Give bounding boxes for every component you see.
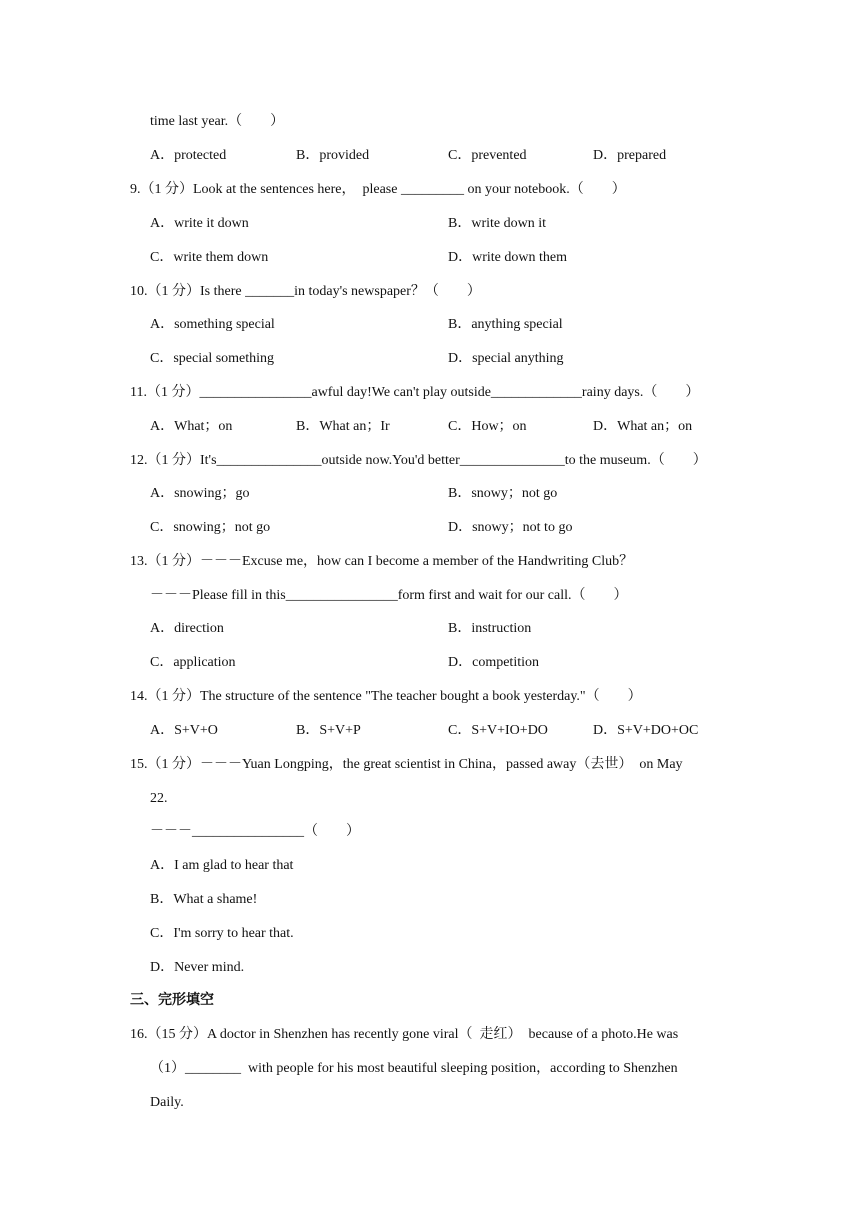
q11-option-a: A．What；on: [150, 419, 233, 434]
q15-option-d: D．Never mind.: [150, 960, 245, 975]
q14-stem: 14.（1 分）The structure of the sentence "The teacher bought a book yesterday."（ ）: [130, 689, 642, 704]
q8-stem-tail: time last year.（ ）: [150, 114, 285, 129]
q13-option-b: B．instruction: [448, 621, 532, 636]
q13-stem: 13.（1 分）－－－Excuse me，how can I become a member of the Handwriting Club？: [130, 554, 634, 569]
q15-stem-line2: 22.: [150, 791, 168, 806]
q9-option-b: B．write down it: [448, 216, 546, 231]
q16-stem-line3: Daily.: [150, 1095, 184, 1110]
q12-option-b: B．snowy；not go: [448, 486, 558, 501]
q16-stem-line1: 16.（15 分）A doctor in Shenzhen has recently gone viral（ 走红） because of a photo.He was: [130, 1027, 679, 1042]
q12-option-d: D．snowy；not to go: [448, 520, 573, 535]
q13-option-d: D．competition: [448, 655, 539, 670]
q16-stem-line2: （1）________ with people for his most beautiful sleeping position，according to Shenzhen: [150, 1061, 678, 1076]
q11-option-b: B．What an；Ir: [296, 419, 390, 434]
q13-stem-line2: －－－Please fill in this________________form first and wait for our call.（ ）: [150, 588, 628, 603]
q11-stem: 11.（1 分）________________awful day!We can't play outside_____________rainy days.（ ）: [130, 385, 700, 400]
q12-option-a: A．snowing；go: [150, 486, 250, 501]
q11-option-d: D．What an；on: [593, 419, 693, 434]
q8-option-b: B．provided: [296, 148, 370, 163]
q9-option-a: A．write it down: [150, 216, 249, 231]
q14-option-b: B．S+V+P: [296, 723, 361, 738]
q10-option-d: D．special anything: [448, 351, 564, 366]
q9-stem: 9.（1 分）Look at the sentences here， please _________ on your notebook.（ ）: [130, 182, 626, 197]
q8-option-a: A．protected: [150, 148, 227, 163]
q8-option-d: D．prepared: [593, 148, 667, 163]
q12-stem: 12.（1 分）It's_______________outside now.You'd better_______________to the museum.（ ）: [130, 453, 707, 468]
q14-option-d: D．S+V+DO+OC: [593, 723, 699, 738]
q14-option-a: A．S+V+O: [150, 723, 218, 738]
q13-option-a: A．direction: [150, 621, 224, 636]
q14-option-c: C．S+V+IO+DO: [448, 723, 548, 738]
q13-option-c: C．application: [150, 655, 236, 670]
q10-stem: 10.（1 分）Is there _______in today's newspaper？（ ）: [130, 284, 481, 299]
q10-option-a: A．something special: [150, 317, 275, 332]
q12-option-c: C．snowing；not go: [150, 520, 271, 535]
q9-option-c: C．write them down: [150, 250, 269, 265]
q10-option-c: C．special something: [150, 351, 275, 366]
q10-option-b: B．anything special: [448, 317, 563, 332]
q15-stem-line3: －－－________________（ ）: [150, 824, 360, 839]
q15-stem: 15.（1 分）－－－Yuan Longping，the great scientist in China，passed away（去世） on May: [130, 757, 683, 772]
section-heading-cloze: 三、完形填空: [130, 992, 214, 1008]
q11-option-c: C．How；on: [448, 419, 527, 434]
q15-option-c: C．I'm sorry to hear that.: [150, 926, 294, 941]
q8-option-c: C．prevented: [448, 148, 527, 163]
q9-option-d: D．write down them: [448, 250, 567, 265]
q15-option-b: B．What a shame!: [150, 892, 258, 907]
q15-option-a: A．I am glad to hear that: [150, 858, 294, 873]
